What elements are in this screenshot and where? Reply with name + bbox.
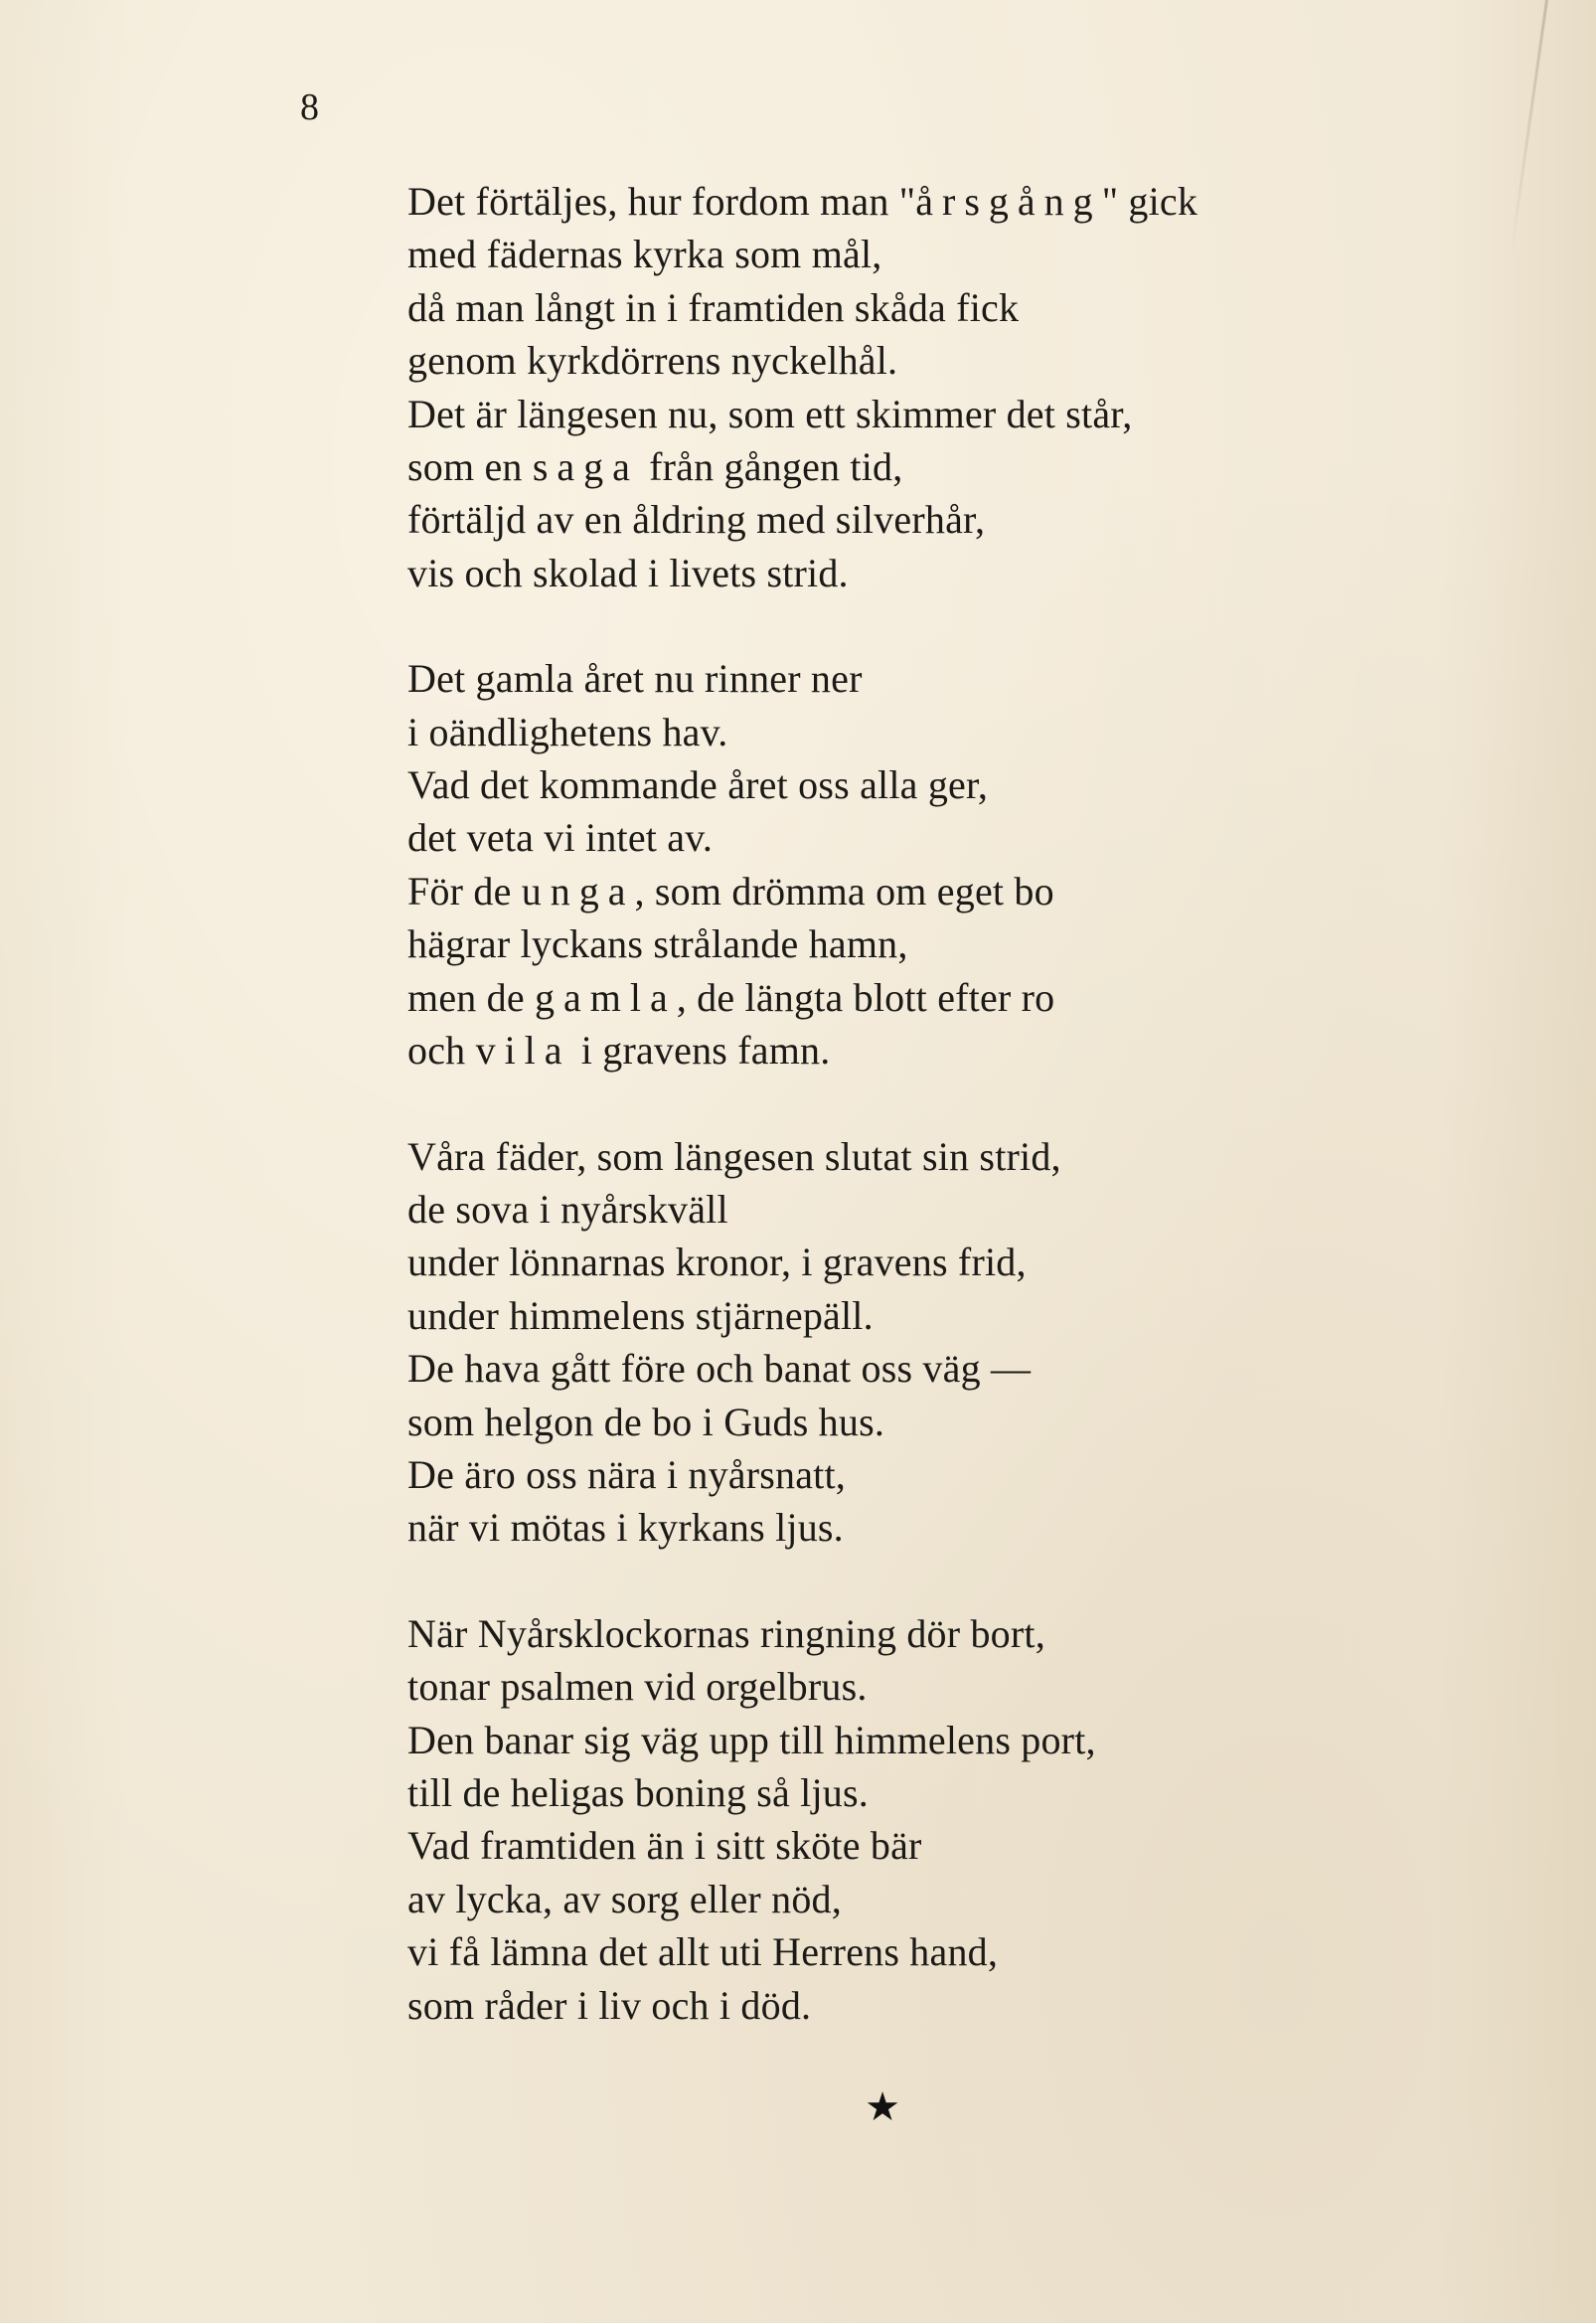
line-text: Det gamla året nu rinner ner bbox=[407, 656, 863, 702]
line-text: från gången tid, bbox=[638, 444, 903, 490]
poem-line bbox=[407, 1342, 1401, 1395]
poem-line bbox=[407, 547, 1401, 599]
line-text: Det förtäljes, hur fordom man " bbox=[407, 179, 916, 224]
poem-line bbox=[407, 1236, 1401, 1288]
line-text: Vad framtiden än i sitt sköte bär bbox=[407, 1823, 922, 1869]
line-text: vis och skolad i livets strid. bbox=[407, 550, 849, 595]
poem-line bbox=[407, 1396, 1401, 1448]
line-text: de sova i nyårskväll bbox=[407, 1186, 728, 1232]
line-text: med fädernas kyrka som mål, bbox=[407, 232, 882, 277]
line-text: under lönnarnas kronor, i gravens frid, bbox=[407, 1240, 1027, 1285]
poem-line bbox=[407, 1979, 1401, 2032]
poem-line bbox=[407, 1501, 1401, 1554]
poem-line bbox=[407, 1819, 1401, 1872]
line-text: vi få lämna det allt uti Herrens hand, bbox=[407, 1929, 999, 1975]
poem-line bbox=[407, 706, 1401, 758]
line-text: när vi mötas i kyrkans ljus. bbox=[407, 1505, 844, 1551]
line-text: som råder i liv och i död. bbox=[407, 1982, 812, 2028]
poem-line bbox=[407, 652, 1401, 705]
poem-line bbox=[407, 1660, 1401, 1713]
poem-line bbox=[407, 334, 1401, 387]
emphasized-word: årsgång bbox=[915, 179, 1102, 224]
line-text: och bbox=[407, 1028, 476, 1074]
poem-line bbox=[407, 175, 1401, 228]
line-text: som en bbox=[407, 444, 533, 490]
line-text: De hava gått före och banat oss väg — bbox=[407, 1346, 1032, 1392]
poem-line bbox=[407, 971, 1401, 1024]
poem-line bbox=[407, 440, 1401, 493]
poem-line bbox=[407, 1130, 1401, 1183]
line-text: , som drömma om eget bo bbox=[634, 868, 1054, 913]
line-text: De äro oss nära i nyårsnatt, bbox=[407, 1451, 847, 1497]
stanza bbox=[407, 652, 1401, 1077]
poem-line bbox=[407, 1607, 1401, 1660]
emphasized-word: gamla bbox=[535, 974, 677, 1020]
poem-line bbox=[407, 281, 1401, 334]
line-text: , de längta blott efter ro bbox=[676, 974, 1055, 1020]
poem-line bbox=[407, 917, 1401, 970]
line-text: hägrar lyckans strålande hamn, bbox=[407, 921, 908, 967]
star-ornament-icon: ★ bbox=[865, 2084, 900, 2130]
poem-line bbox=[407, 388, 1401, 440]
line-text: under himmelens stjärnepäll. bbox=[407, 1292, 874, 1338]
line-text: Vad det kommande året oss alla ger, bbox=[407, 762, 989, 808]
poem-line bbox=[407, 1766, 1401, 1819]
line-text: men de bbox=[407, 974, 536, 1020]
line-text: Våra fäder, som längesen slutat sin strid, bbox=[407, 1133, 1061, 1179]
line-text: Den banar sig väg upp till himmelens port, bbox=[407, 1717, 1096, 1762]
poem-line bbox=[407, 1873, 1401, 1925]
line-text: " gick bbox=[1101, 179, 1198, 224]
line-text: genom kyrkdörrens nyckelhål. bbox=[407, 338, 898, 384]
paper-fold-mark bbox=[1510, 0, 1548, 256]
line-text: tonar psalmen vid orgelbrus. bbox=[407, 1664, 868, 1710]
line-text: det veta vi intet av. bbox=[407, 815, 714, 861]
line-text: då man långt in i framtiden skåda fick bbox=[407, 284, 1020, 330]
line-text: i oändlighetens hav. bbox=[407, 709, 728, 754]
poem-line bbox=[407, 228, 1401, 280]
line-text: i gravens famn. bbox=[570, 1028, 831, 1074]
stanza bbox=[407, 1130, 1401, 1555]
emphasized-word: unga bbox=[521, 868, 635, 913]
poem bbox=[407, 175, 1401, 2084]
poem-line bbox=[407, 1183, 1401, 1236]
page-number: 8 bbox=[300, 86, 319, 128]
poem-line bbox=[407, 758, 1401, 811]
poem-line bbox=[407, 1448, 1401, 1501]
poem-line bbox=[407, 1289, 1401, 1342]
poem-line bbox=[407, 811, 1401, 864]
line-text: När Nyårsklockornas ringning dör bort, bbox=[407, 1610, 1045, 1656]
emphasized-word: vila bbox=[475, 1028, 571, 1074]
line-text: som helgon de bo i Guds hus. bbox=[407, 1399, 885, 1444]
line-text: Det är längesen nu, som ett skimmer det står, bbox=[407, 391, 1133, 436]
line-text: till de heligas boning så ljus. bbox=[407, 1769, 869, 1815]
stanza bbox=[407, 1607, 1401, 2032]
line-text: förtäljd av en åldring med silverhår, bbox=[407, 497, 986, 543]
poem-line bbox=[407, 1925, 1401, 1978]
poem-line bbox=[407, 1714, 1401, 1766]
poem-line bbox=[407, 1024, 1401, 1077]
poem-line bbox=[407, 865, 1401, 917]
stanza bbox=[407, 175, 1401, 599]
line-text: För de bbox=[407, 868, 522, 913]
line-text: av lycka, av sorg eller nöd, bbox=[407, 1876, 842, 1921]
poem-line bbox=[407, 493, 1401, 546]
emphasized-word: saga bbox=[532, 444, 639, 490]
